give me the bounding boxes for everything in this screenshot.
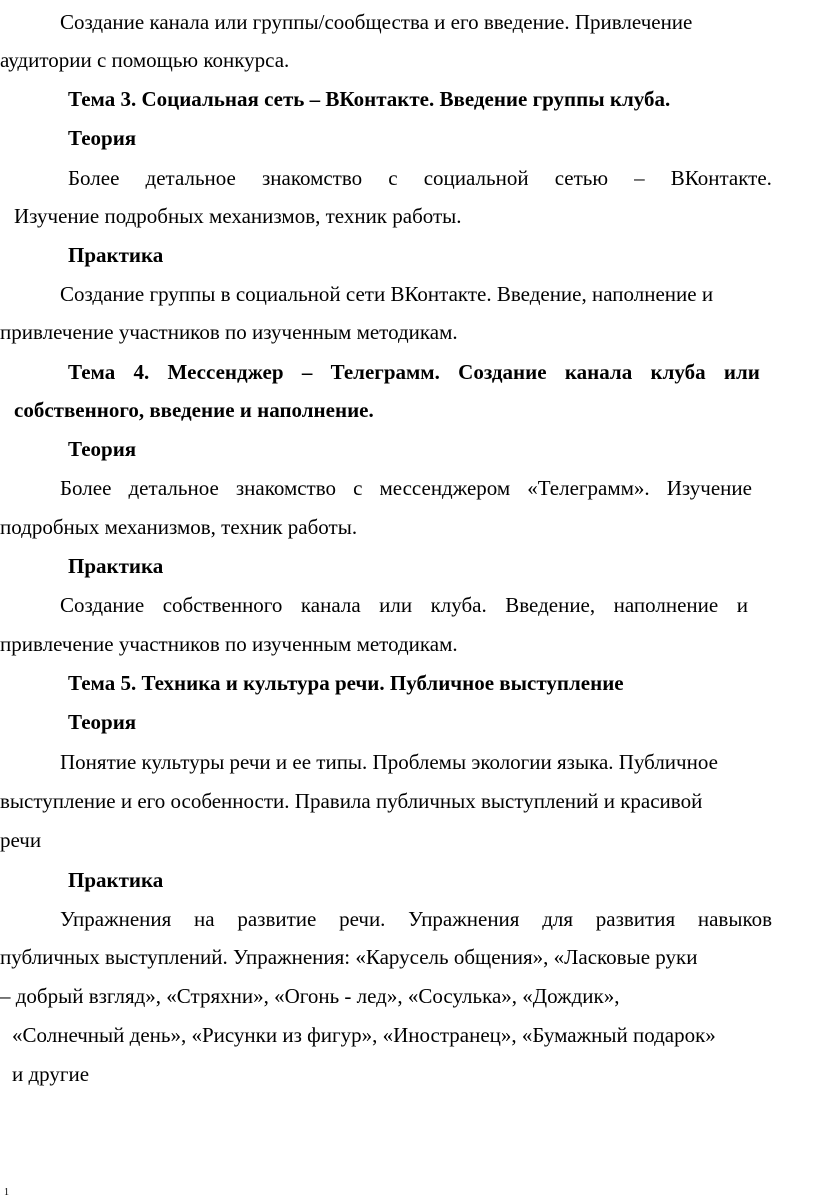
word: клуба. bbox=[430, 593, 487, 617]
word: ВКонтакте. bbox=[670, 166, 772, 190]
topic-heading-justified bbox=[68, 362, 760, 383]
word: для bbox=[542, 907, 574, 931]
word: развития bbox=[595, 907, 676, 931]
section-heading-theory: Теория bbox=[68, 437, 137, 461]
text-line: и другие bbox=[12, 1062, 90, 1086]
footnote-marker: 1 bbox=[4, 1187, 9, 1198]
text-line-justified bbox=[68, 168, 772, 189]
text-line: привлечение участников по изученным методикам. bbox=[0, 320, 458, 344]
text-line: «Солнечный день», «Рисунки из фигур», «Иностранец», «Бумажный подарок» bbox=[12, 1023, 716, 1047]
text-line: Изучение подробных механизмов, техник работы. bbox=[14, 204, 462, 228]
word: навыков bbox=[697, 907, 772, 931]
word: знакомство bbox=[235, 476, 337, 500]
word: развитие bbox=[237, 907, 317, 931]
word: детальное bbox=[145, 166, 236, 190]
word: или bbox=[379, 593, 413, 617]
section-heading-practice: Практика bbox=[68, 243, 164, 267]
text-line: публичных выступлений. Упражнения: «Карусель общения», «Ласковые руки bbox=[0, 945, 698, 969]
topic-heading: Тема 5. Техника и культура речи. Публичное выступление bbox=[68, 671, 624, 695]
word: социальной bbox=[423, 166, 529, 190]
text-line: привлечение участников по изученным методикам. bbox=[0, 632, 458, 656]
word: или bbox=[723, 360, 760, 384]
text-line: Понятие культуры речи и ее типы. Проблемы экологии языка. Публичное bbox=[60, 750, 718, 774]
word: клуба bbox=[650, 360, 706, 384]
word: с bbox=[353, 476, 363, 500]
word: детальное bbox=[128, 476, 219, 500]
word: Упражнения bbox=[408, 907, 520, 931]
text-line: выступление и его особенности. Правила публичных выступлений и красивой bbox=[0, 789, 703, 813]
text-line: Создание канала или группы/сообщества и его введение. Привлечение bbox=[60, 10, 693, 34]
text-line-justified bbox=[60, 478, 752, 499]
topic-heading: Тема 3. Социальная сеть – ВКонтакте. Введение группы клуба. bbox=[68, 87, 671, 111]
word: Тема bbox=[68, 360, 116, 384]
word: сетью bbox=[554, 166, 609, 190]
word: – bbox=[301, 360, 313, 384]
word: мессенджером bbox=[379, 476, 511, 500]
word: канала bbox=[564, 360, 633, 384]
section-heading-theory: Теория bbox=[68, 710, 137, 734]
word: Изучение bbox=[666, 476, 752, 500]
section-heading-practice: Практика bbox=[68, 554, 164, 578]
word: «Телеграмм». bbox=[527, 476, 650, 500]
word: Создание bbox=[60, 593, 145, 617]
text-line-justified bbox=[60, 595, 748, 616]
text-line: Создание группы в социальной сети ВКонтакте. Введение, наполнение и bbox=[60, 282, 714, 306]
word: знакомство bbox=[261, 166, 363, 190]
text-line: подробных механизмов, техник работы. bbox=[0, 515, 358, 539]
word: Мессенджер bbox=[167, 360, 284, 384]
text-line: – добрый взгляд», «Стряхни», «Огонь - лед», «Сосулька», «Дождик», bbox=[0, 984, 620, 1008]
word: Телеграмм. bbox=[330, 360, 440, 384]
section-heading-theory: Теория bbox=[68, 126, 137, 150]
word: Введение, bbox=[505, 593, 596, 617]
topic-heading: собственного, введение и наполнение. bbox=[14, 398, 374, 422]
section-heading-practice: Практика bbox=[68, 868, 164, 892]
word: Более bbox=[60, 476, 112, 500]
word: канала bbox=[300, 593, 361, 617]
word: – bbox=[634, 166, 645, 190]
word: на bbox=[194, 907, 215, 931]
word: речи. bbox=[339, 907, 386, 931]
text-line: речи bbox=[0, 828, 42, 852]
word: наполнение bbox=[613, 593, 719, 617]
word: 4. bbox=[133, 360, 150, 384]
word: и bbox=[736, 593, 748, 617]
text-line-justified bbox=[60, 909, 772, 930]
word: собственного bbox=[162, 593, 283, 617]
word: Упражнения bbox=[60, 907, 172, 931]
word: с bbox=[388, 166, 398, 190]
text-line: аудитории с помощью конкурса. bbox=[0, 48, 290, 72]
word: Создание bbox=[458, 360, 547, 384]
word: Более bbox=[68, 166, 120, 190]
